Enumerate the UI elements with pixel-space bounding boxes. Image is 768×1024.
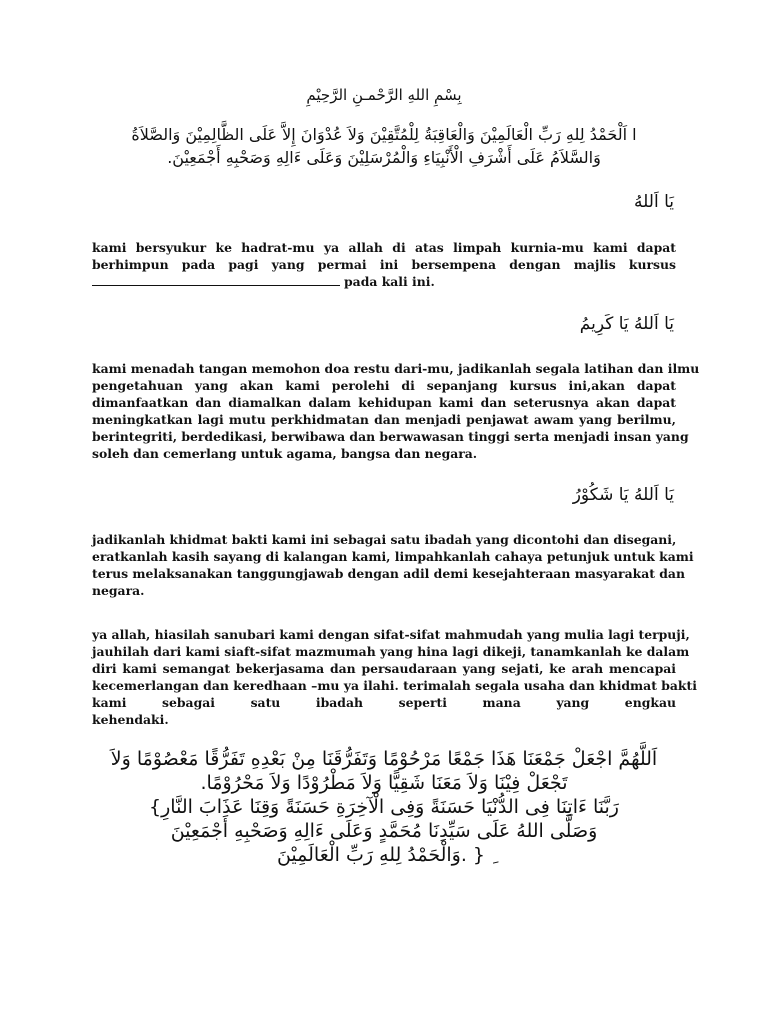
paragraph-line: negara. bbox=[92, 583, 145, 598]
closing-prayer-line-5: ِ { .وَالْحَمْدُ لِلهِ رَبِّ الْعَالَمِيْنَ bbox=[276, 844, 492, 866]
paragraph-line: pengetahuan yang akan kami perolehi di sepanjang kursus ini,akan dapat bbox=[92, 378, 676, 393]
bismillah: بِسْمِ اللهِ الرَّحْمـنِ الرَّحِيْمِ bbox=[306, 86, 462, 104]
paragraph-line: kehendaki. bbox=[92, 712, 169, 727]
opening-line-2: وَالسَّلاَمُ عَلَى أَشْرَفِ الْأَنْبِيَاءِ وَالْمُرْسَلِيْنَ وَعَلَى ءَالِهِ وَصَحْبِهِ أَجْمَعِيْنَ. bbox=[167, 148, 601, 167]
paragraph-line: kami menadah tangan memohon doa restu dari-mu, jadikanlah segala latihan dan ilmu bbox=[92, 361, 700, 376]
paragraph-line: diri kami semangat bekerjasama dan persaudaraan yang sejati, ke arah mencapai bbox=[92, 661, 676, 676]
closing-prayer-line-4: وَصَلَّى اللهُ عَلَى سَيِّدِنَا مُحَمَّدٍ وَعَلَى ءَالِهِ وَصَحْبِهِ أَجْمَعِيْنَ bbox=[170, 820, 598, 842]
paragraph-line: eratkanlah kasih sayang di kalangan kami, limpahkanlah cahaya petunjuk untuk kami bbox=[92, 549, 694, 564]
paragraph-line: dimanfaatkan dan diamalkan dalam kehidupan kami dan seterusnya akan dapat bbox=[92, 395, 676, 410]
invocation-ya-allah-ya-karim: يَا اَللهُ يَا كَرِيمُ bbox=[579, 314, 674, 334]
closing-prayer-line-3: رَبَّنَا ءَاتِنَا فِى الدُّنْيَا حَسَنَةً وَفِى الْآخِرَةِ حَسَنَةً وَقِنَا عَذَابَ النَّارِ} bbox=[149, 796, 619, 818]
paragraph-line: soleh dan cemerlang untuk agama, bangsa dan negara. bbox=[92, 446, 478, 461]
paragraph-1 bbox=[92, 239, 676, 290]
opening-line-1: ا اَلْحَمْدُ لِلهِ رَبِّ الْعَالَمِيْنَ وَالْعَاقِبَةُ لِلْمُتَّقِيْنَ وَلاَ عُدْوَانَ إِلاَّ عَلَى الظَّالِمِيْنَ وَالصَّلاَةُ bbox=[131, 125, 637, 144]
paragraph-line: kami bersyukur ke hadrat-mu ya allah di atas limpah kurnia-mu kami dapat bbox=[92, 240, 676, 255]
paragraph-line: kecemerlangan dan keredhaan –mu ya ilahi. terimalah segala usaha dan khidmat bakti bbox=[92, 678, 697, 693]
paragraph-4 bbox=[92, 626, 697, 728]
closing-prayer-line-1: اَللَّهُمَّ اجْعَلْ جَمْعَنَا هَذَا جَمْعًا مَرْحُوْمًا وَتَفَرُّقَنَا مِنْ بَعْدِهِ تَفَرُّقًا مَعْصُوْمًا وَلاَ bbox=[110, 748, 658, 770]
paragraph-line: berhimpun pada pagi yang permai ini bersempena dengan majlis kursus bbox=[92, 257, 676, 272]
paragraph-line: jadikanlah khidmat bakti kami ini sebagai satu ibadah yang dicontohi dan disegani, bbox=[92, 532, 677, 547]
fill-in-blank-line bbox=[92, 275, 340, 286]
paragraph-line-suffix: pada kali ini. bbox=[344, 274, 435, 289]
paragraph-line bbox=[92, 273, 676, 290]
paragraph-3 bbox=[92, 531, 694, 599]
paragraph-line: ya allah, hiasilah sanubari kami dengan sifat-sifat mahmudah yang mulia lagi terpuji, bbox=[92, 627, 690, 642]
paragraph-line: meningkatkan lagi mutu perkhidmatan dan menjadi penjawat awam yang berilmu, bbox=[92, 412, 676, 427]
paragraph-line: kami sebagai satu ibadah seperti mana yang engkau bbox=[92, 695, 676, 710]
paragraph-line: jauhilah dari kami siaft-sifat mazmumah yang hina lagi dikeji, tanamkanlah ke dalam bbox=[92, 644, 690, 659]
paragraph-line: berintegriti, berdedikasi, berwibawa dan berwawasan tinggi serta menjadi insan yang bbox=[92, 429, 689, 444]
paragraph-line: terus melaksanakan tanggungjawab dengan adil demi kesejahteraan masyarakat dan bbox=[92, 566, 685, 581]
paragraph-2 bbox=[92, 360, 700, 462]
closing-prayer-line-2: تَجْعَلْ فِيْنَا وَلاَ مَعَنَا شَقِيًّا وَلاَ مَطْرُوْدًا وَلاَ مَحْرُوْمًا. bbox=[200, 772, 568, 794]
invocation-ya-allah: يَا اَللهُ bbox=[634, 192, 674, 212]
invocation-ya-allah-ya-syakur: يَا اَللهُ يَا شَكُوْرُ bbox=[572, 485, 674, 505]
